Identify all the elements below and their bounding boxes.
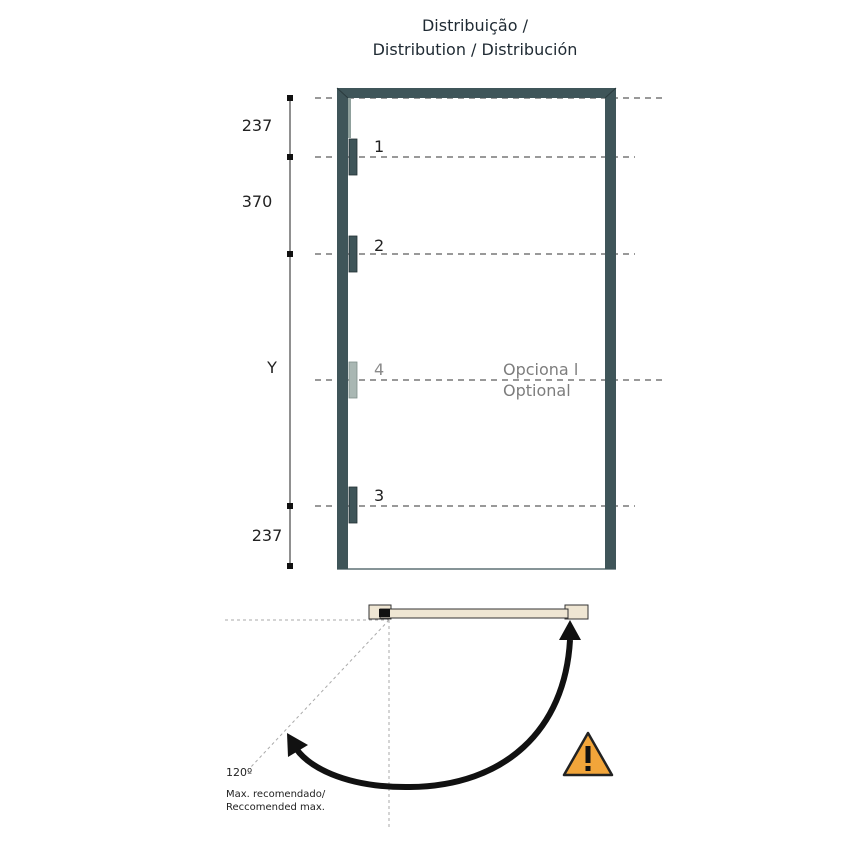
swing-note-line-2: Reccomended max. xyxy=(226,802,325,813)
dimension-tick-bottom xyxy=(287,563,293,569)
hinge-3 xyxy=(349,487,357,523)
hinge-1 xyxy=(349,139,357,175)
hinge-label-3: 3 xyxy=(374,486,385,505)
swing-arrow-arc xyxy=(294,640,570,787)
hinge-2 xyxy=(349,236,357,272)
swing-angle-label: 120º xyxy=(226,766,253,779)
warning-triangle-icon xyxy=(564,733,612,775)
hinge-4-optional xyxy=(349,362,357,398)
frame-inner-edge xyxy=(348,98,351,138)
swing-arrowhead-top xyxy=(559,620,581,640)
dimension-label-middle: Y xyxy=(267,358,277,377)
plan-hinge xyxy=(379,609,390,617)
swing-note-line-1: Max. recomendado/ xyxy=(226,789,326,800)
optional-label-line-2: Optional xyxy=(503,381,571,400)
dimension-label-second: 370 xyxy=(241,192,273,211)
dimension-label-bottom: 237 xyxy=(251,526,283,545)
title-line-2: Distribution / Distribución xyxy=(372,40,578,59)
plan-door-leaf xyxy=(380,609,568,618)
hinges xyxy=(349,139,357,523)
dimension-label-top: 237 xyxy=(241,116,273,135)
dimension-tick-2 xyxy=(287,251,293,257)
hinge-label-4: 4 xyxy=(374,360,385,379)
hinge-label-2: 2 xyxy=(374,236,385,255)
title-line-1: Distribuição / xyxy=(421,16,528,35)
dimension-line xyxy=(287,95,293,569)
plan-guide-120-degree xyxy=(250,620,389,768)
optional-label-line-1: Opciona l xyxy=(503,360,579,379)
dimension-tick-1 xyxy=(287,154,293,160)
dimension-tick-top xyxy=(287,95,293,101)
hinge-label-1: 1 xyxy=(374,137,385,156)
dimension-tick-3 xyxy=(287,503,293,509)
